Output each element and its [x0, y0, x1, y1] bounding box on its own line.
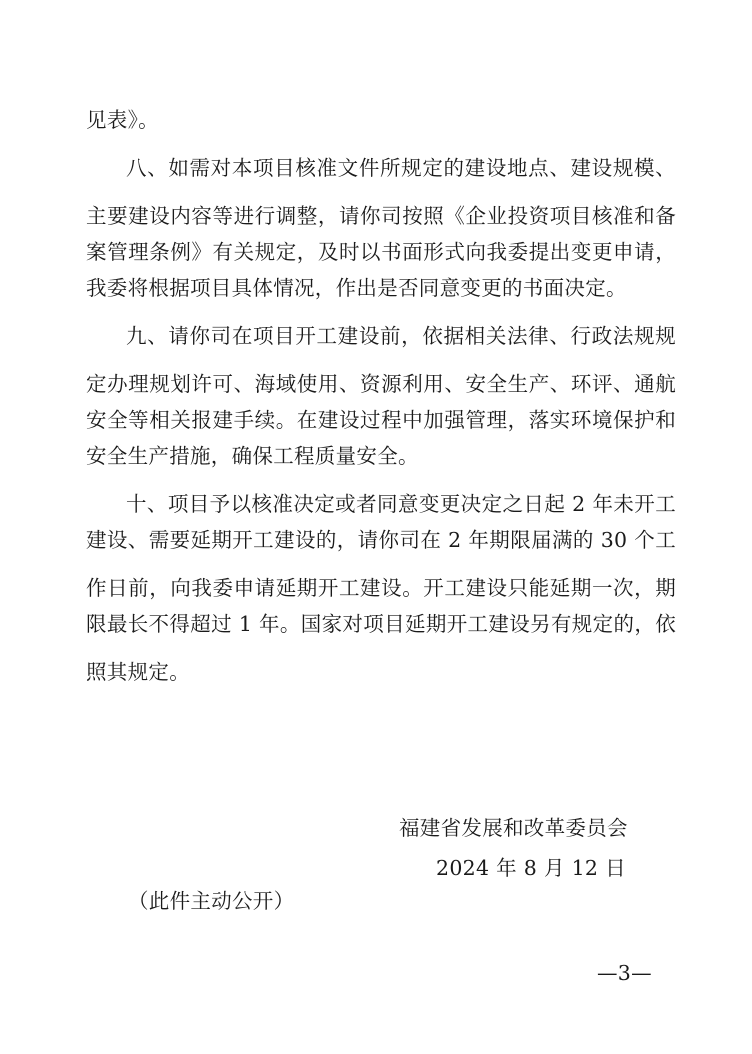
paragraph-line: 见表》。: [86, 108, 159, 132]
paragraph-line: 案管理条例》有关规定，及时以书面形式向我委提出变更申请，: [86, 240, 676, 264]
disclosure-note: （此件主动公开）: [128, 889, 295, 913]
paragraph-line: 主要建设内容等进行调整，请你司按照《企业投资项目核准和备: [86, 204, 676, 228]
paragraph-line: 建设、需要延期开工建设的，请你司在 2 年期限届满的 30 个工: [86, 528, 676, 552]
paragraph-line: 十、项目予以核准决定或者同意变更决定之日起 2 年未开工: [126, 492, 676, 516]
paragraph-line: 九、请你司在项目开工建设前，依据相关法律、行政法规规: [126, 324, 676, 348]
paragraph-line: 八、如需对本项目核准文件所规定的建设地点、建设规模、: [126, 156, 676, 180]
paragraph-line: 限最长不得超过 1 年。国家对项目延期开工建设另有规定的，依: [86, 612, 676, 636]
paragraph-line: 定办理规划许可、海域使用、资源利用、安全生产、环评、通航: [86, 372, 676, 396]
paragraph-line: 作日前，向我委申请延期开工建设。开工建设只能延期一次，期: [86, 576, 676, 600]
paragraph-line: 我委将根据项目具体情况，作出是否同意变更的书面决定。: [86, 276, 627, 300]
signature-organization: 福建省发展和改革委员会: [399, 816, 628, 840]
signature-date: 2024 年 8 月 12 日: [436, 856, 626, 880]
page-number: —3—: [597, 961, 652, 985]
paragraph-line: 照其规定。: [86, 660, 190, 684]
paragraph-line: 安全等相关报建手续。在建设过程中加强管理，落实环境保护和: [86, 408, 676, 432]
paragraph-line: 安全生产措施，确保工程质量安全。: [86, 444, 419, 468]
